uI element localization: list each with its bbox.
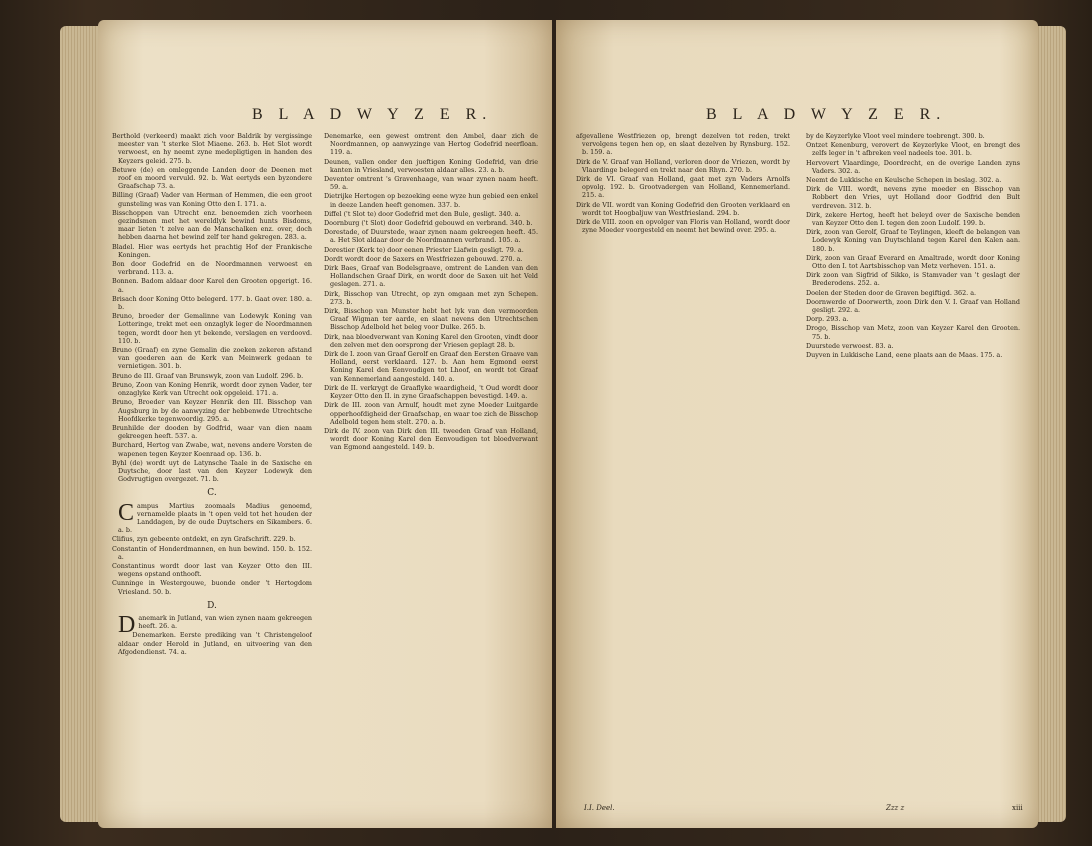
entry-list: [806, 132, 1020, 359]
section-letter-c: C.: [207, 488, 217, 499]
index-entry: Dirk, Bisschop van Utrecht, op zyn omgaan met zyn Schepen. 273. b.: [324, 289, 538, 306]
left-page-edge: [60, 26, 102, 822]
index-entry: Clifius, zyn gebeente ontdekt, en zyn Grafschrift. 229. b.: [112, 535, 296, 544]
index-entry: Bladel. Hier was eertyds het prachtig Hof der Frankische Koningen.: [112, 242, 312, 259]
index-entry: Brisach door Koning Otto belegerd. 177. b. Gaat over. 180. a. b.: [112, 294, 312, 312]
index-entry: Dorp. 293. a.: [806, 315, 849, 324]
index-entry: Dietrijke Hertogen op bezoeking eene wyze hun gebied een enkel in deeze Landen heeft genomen. 337. b.: [324, 192, 538, 209]
index-entry: Dirk de III. zoon van Arnulf, houdt met zyne Moeder Luitgarde opperhoofdigheid der Graafschap, en waar toe zich de Bisschop Adelbold tegen hem stelt. 270. a. b.: [324, 401, 538, 426]
index-entry: Cunninge in Westergouwe, buonde onder 't Hertogdom Vriesland. 50. b.: [112, 579, 312, 596]
index-entry: Bruno (Graaf) en zyne Gemalin die zoeken zekeren afstand van goederen aan de Kerk van Meinwerk gedaan te vernietigen. 301. b.: [112, 346, 312, 371]
index-entry: Billing (Graaf) Vader van Herman of Hemmen, die een groot gunsteling was van Koning Otto den I. 171. a.: [112, 191, 312, 208]
entry-list-c: [112, 499, 312, 596]
index-entry: Doornburg ('t Slot) door Godefrid gebouwd en verbrand. 340. b.: [324, 219, 533, 228]
index-entry: Duyven in Lukkische Land, eene plaats aan de Maas. 175. a.: [806, 351, 1003, 360]
index-entry: Dirk de VIII. zoon en opvolger van Floris van Holland, wordt door zyne Moeder voorgesteld en neemt het bewind over. 295. a.: [576, 218, 790, 235]
index-entry: Diffel ('t Slot te) door Godefrid met den Bule, gesligt. 340. a.: [324, 209, 521, 218]
index-entry: Bruno de III. Graaf van Brunswyk, zoon van Ludolf. 296. b.: [112, 371, 304, 380]
index-entry: Burchard, Hertog van Zwabe, wat, nevens andere Vorsten de wapenen tegen Keyzer Koenraad op. 136. b.: [112, 441, 312, 458]
index-entry: Betuwe (de) en omleggende Landen door de Deenen met roof en moord vervuld. 92. b. Wat eertyds een byzondere Graafschap 73. a.: [112, 165, 312, 191]
index-entry: Dirk, zoon van Graaf Everard en Amaltrade, wordt door Koning Otto den I. tot Aartsbisschop van Metz verheven. 151. a.: [806, 253, 1020, 271]
index-entry: Dordt wordt door de Saxers en Westfriezen gebouwd. 270. a.: [324, 254, 523, 263]
index-entry: Doornwerde of Doorwerth, zoon Dirk den V. I. Graaf van Holland gesligt. 292. a.: [806, 297, 1020, 315]
index-entry: Hervovert Vlaardinge, Doordrecht, en de overige Landen zyns Vaders. 302. a.: [806, 158, 1020, 175]
drop-capital: D: [118, 611, 136, 638]
left-page-heading: B L A D W Y Z E R.: [252, 106, 493, 123]
index-entry: afgevallene Westfriezen op, brengt dezelven tot reden, trekt vervolgens tegen hen op, en slaat dezelven by Rynsburg. 152. b. 159. a.: [576, 132, 790, 157]
index-entry: Bruno, Zoon van Koning Henrik, wordt door zynen Vader, ter onzaglyke Kerk van Utrecht ook opgeleid. 171. a.: [112, 380, 312, 398]
index-entry: Bruno, broeder der Gemalinne van Lodewyk Koning van Lotteringe, trekt met een onzaglyk leger de Noordmannen tegen, wordt door hen yt bekende, verslagen en verdoovd. 110. b.: [112, 312, 312, 345]
section-letter-d: D.: [207, 600, 217, 611]
entry-list-d: [112, 611, 312, 656]
index-entry: Constantinus wordt door last van Keyzer Otto den III. wegens opstand onthooft.: [112, 561, 312, 579]
index-entry: Dirk, Bisschop van Munster hebt het lyk van den vermoorden Graaf Wigman ter aarde, en slaat nevens den Utrechtschen Bisschop Adelbold het beleg voor Dulke. 265. b.: [324, 307, 538, 332]
index-entry: Bonnen. Badom aldaar door Karel den Grooten opgerigt. 16. a.: [112, 277, 312, 294]
index-entry: Dirk, naa bloedverwant van Koning Karel den Grooten, vindt door den zelven met den oorsprong der Vriesen geplagt 28. b.: [324, 332, 538, 349]
signature-mark: Zzz z: [886, 804, 905, 812]
volume-catchword: I.I. Deel.: [584, 804, 615, 812]
entry-list: [576, 132, 790, 234]
left-column-1: [112, 132, 312, 818]
index-entry: by de Keyzerlyke Vloot veel mindere toebrengt. 300. b.: [806, 132, 985, 140]
right-page-heading: B L A D W Y Z E R.: [706, 106, 947, 123]
index-entry: Deventer omtrent 's Gravenhaage, van waar zynen naam heeft. 59. a.: [324, 175, 538, 192]
index-entry: Dorestier (Kerk te) door eenen Priester Liafwin gesligt. 79. a.: [324, 245, 524, 254]
index-entry: Danemark in Jutland, van wien zynen naam gekreegen heeft. 26. a.: [118, 611, 312, 638]
index-entry: Bruno, Broeder van Keyzer Henrik den III. Bisschop van Augsburg in by de aanwyzing der hebbenwde Utrechtsche Hoofdkerke tegenwoordig. 295. a.: [112, 398, 312, 423]
index-entry: Dorestade, of Duurstede, waar zynen naam gekreegen heeft. 45. a. Het Slot aldaar door de Noordmannen verbrand. 105. a.: [324, 228, 538, 245]
index-entry: Dirk de II. verkrygt de Graaflyke waardigheid, 't Oud wordt door Keyzer Otto den II. in zyne Graafschappen bevestigd. 149. a.: [324, 383, 538, 401]
right-column-1: [576, 132, 790, 792]
index-entry: Bisschoppen van Utrecht enz. benoemden zich voorheen gezindsmen met het wereldlyk bewind hunts Bisdoms, maar lieten 't zelve aan de Manschalken enz. over, doch hebben daarna het bewind zelf ter hand gekregen. 283. a.: [112, 208, 312, 242]
index-entry: Dirk zoon van Sigfrid of Sikko, is Stamvader van 't geslagt der Brederodens. 252. a.: [806, 271, 1020, 288]
index-entry: Dirk de IV. zoon van Dirk den III. tweeden Graaf van Holland, wordt door Koning Karel den Eenvoudigen tot bloedverwant van Egmond aangesteld. 149. b.: [324, 426, 538, 452]
index-entry: Dirk, zekere Hertog, heeft het beleyd over de Saxische benden van Keyzer Otto den I. tegen den zoon Ludolf. 199. b.: [806, 210, 1020, 228]
index-entry: Byhl (de) wordt uyt de Latynsche Taale in de Saxische en Duytsche, door last van den Keyzer Lodewyk den Godvrugtigen overgezet. 71. b.: [112, 458, 312, 484]
index-entry: Ontzet Kenenburg, verovert de Keyzerlyke Vloot, en brengt des zelfs leger in 't afbreken veel nadeels toe. 301. b.: [806, 141, 1020, 158]
right-page-edge: [1036, 26, 1066, 822]
index-entry: Dirk de VIII. wordt, nevens zyne moeder en Bisschop van Robbert den Vries, uyt Holland door Godfrid den Bult verdreven. 312. b.: [806, 185, 1020, 210]
index-entry: Dirk de I. zoon van Graaf Gerolf en Graaf den Eersten Graave van Holland, eerst verklaard. 127. b. Aan hem Egmond eerst Koning Karel den Eenvoudigen tot Lhoof, en wordt tot Graaf van Kennemerland aangesteld. 140. a.: [324, 350, 538, 383]
index-entry: Dirk, zoon van Gerolf, Graaf te Teylingen, kleeft de belangen van Lodewyk Koning van Duytschland tegen Karel den Kalen aan. 180. b.: [806, 228, 1020, 253]
drop-capital: C: [118, 499, 135, 526]
index-entry: Denemarken. Eerste prediking van 't Christengeloof aldaar onder Herold in Jutland, en uitvoering van den Afgodendienst. 74. a.: [118, 631, 312, 656]
index-entry: Constantin of Honderdmannen, en hun bewind. 150. b. 152. a.: [112, 544, 312, 561]
index-entry: Dirk Baes, Graaf van Bodelsgraave, omtrent de Landen van den Hollandschen Graaf Dirk, en wordt door de Saxen uit het Veld geslagen. 271. a.: [324, 264, 538, 289]
index-entry: Berthold (verkeerd) maakt zich voor Baldrik by vergissinge meester van 't sterke Slot Miaene. 263. b. Het Slot wordt verwoest, en hy neemt zyne medepligtigen in handen des Keyzers geleid. 275. b.: [112, 132, 312, 165]
left-page: [98, 20, 552, 828]
index-entry: Neemt de Lukkische en Keulsche Schepen in beslag. 302. a.: [806, 176, 1002, 185]
index-entry: Dirk de VI. Graaf van Holland, gaat met zyn Vaders Arnolfs opvolg. 192. b. Grootvadergen van Holland, Kennemerland. 215. a.: [576, 175, 790, 200]
index-entry: Doelen der Steden door de Graven begiftigd. 362. a.: [806, 288, 977, 297]
index-entry: Dirk de V. Graaf van Holland, verloren door de Vriezen, wordt by Vlaardinge belegerd en trekt naar den Rhyn. 270. b.: [576, 157, 790, 174]
right-page: [556, 20, 1038, 828]
index-entry: Dirk de VII. wordt van Koning Godefrid den Grooten verklaard en wordt tot Hoogbaljuw van Westfriesland. 294. b.: [576, 200, 790, 217]
index-entry: Duurstede verwoest. 83. a.: [806, 341, 894, 350]
page-number: xiii: [1012, 804, 1023, 812]
right-column-2: [806, 132, 1020, 792]
left-column-2: [324, 132, 538, 818]
index-entry: Brunhilde der dooden by Godfrid, waar van dien naam gekreegen heeft. 537. a.: [112, 423, 312, 441]
index-entry: Deunen, vallen onder den jueftigen Koning Godefrid, van drie kanten in Vriesland, verwoesten aldaar alles. 23. a. b.: [324, 157, 538, 174]
index-entry: Denemarke, een gewest omtrent den Ambel, daar zich de Noordmannen, op aanwyzinge van Hertog Godefrid neerfloan. 119. a.: [324, 132, 538, 157]
index-entry: Drogo, Bisschop van Metz, zoon van Keyzer Karel den Grooten. 75. b.: [806, 324, 1020, 341]
index-entry: Bon door Godefrid en de Noordmannen verwoest en verbrand. 113. a.: [112, 260, 312, 277]
entry-list: [112, 132, 312, 483]
index-entry: Campus Martius zoomaals Madius genoemd, vernamelde plaats in 't open veld tot het houden der Landdagen, by de oude Duytschers en Sikambers. 6. a. b.: [118, 499, 312, 535]
entry-list: [324, 132, 538, 452]
